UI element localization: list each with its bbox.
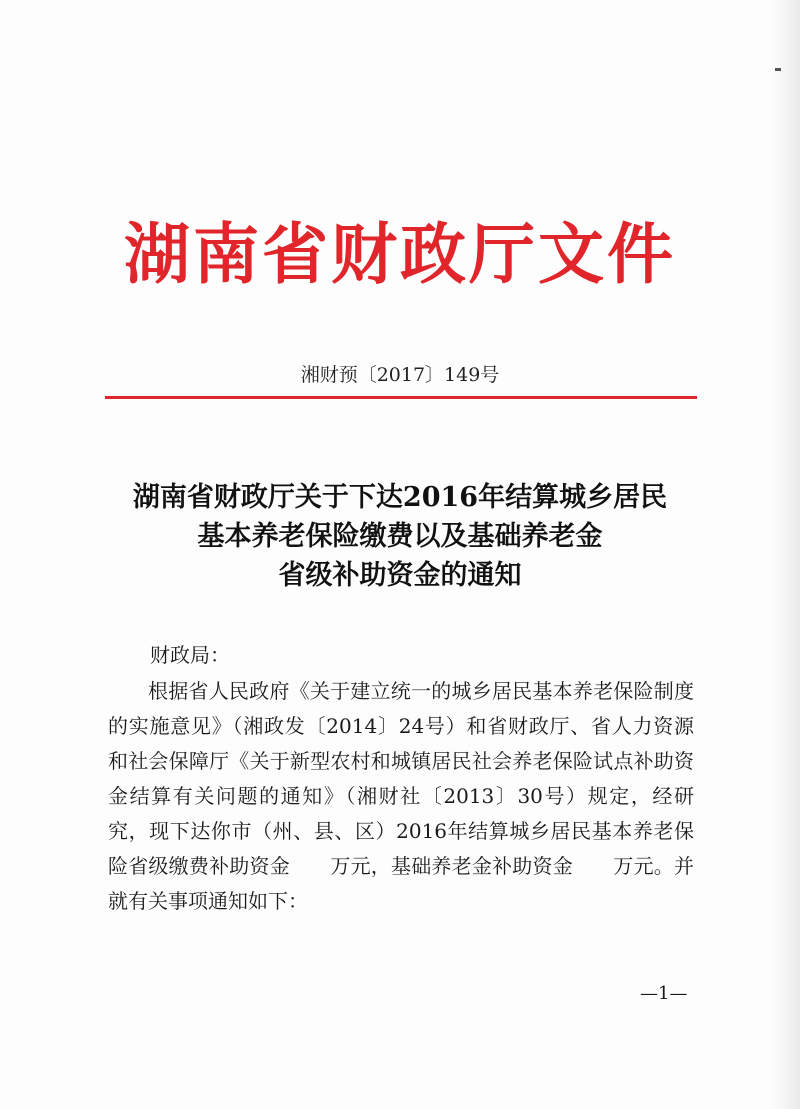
document-number: 湘财预〔2017〕149号 [300,364,500,386]
red-divider-line [105,396,697,399]
body-text [108,674,694,919]
scan-speck [775,68,781,71]
body-paragraph: 根据省人民政府《关于建立统一的城乡居民基本养老保险制度的实施意见》（湘政发〔2014〕24号）和省财政厅、省人力资源和社会保障厅《关于新型农村和城镇居民社会养老保险试点补助资金结算有关问题的通知》（湘财社〔2013〕30号）规定，经研究，现下达你市（州、县、区）2016年结算城乡居民基本养老保险省级缴费补助资金 万元，基础养老金补助资金 万元。并就有关事项通知如下： [108,679,694,913]
page-number: —1— [640,983,688,1004]
letterhead-title: 湖南省财政厅文件 [124,216,676,293]
notice-title [0,478,800,595]
notice-title-line-3: 省级补助资金的通知 [278,560,522,591]
salutation: 财政局： [150,643,230,667]
notice-title-line-1: 湖南省财政厅关于下达2016年结算城乡居民 [132,482,668,513]
notice-title-line-2: 基本养老保险缴费以及基础养老金 [197,521,603,552]
